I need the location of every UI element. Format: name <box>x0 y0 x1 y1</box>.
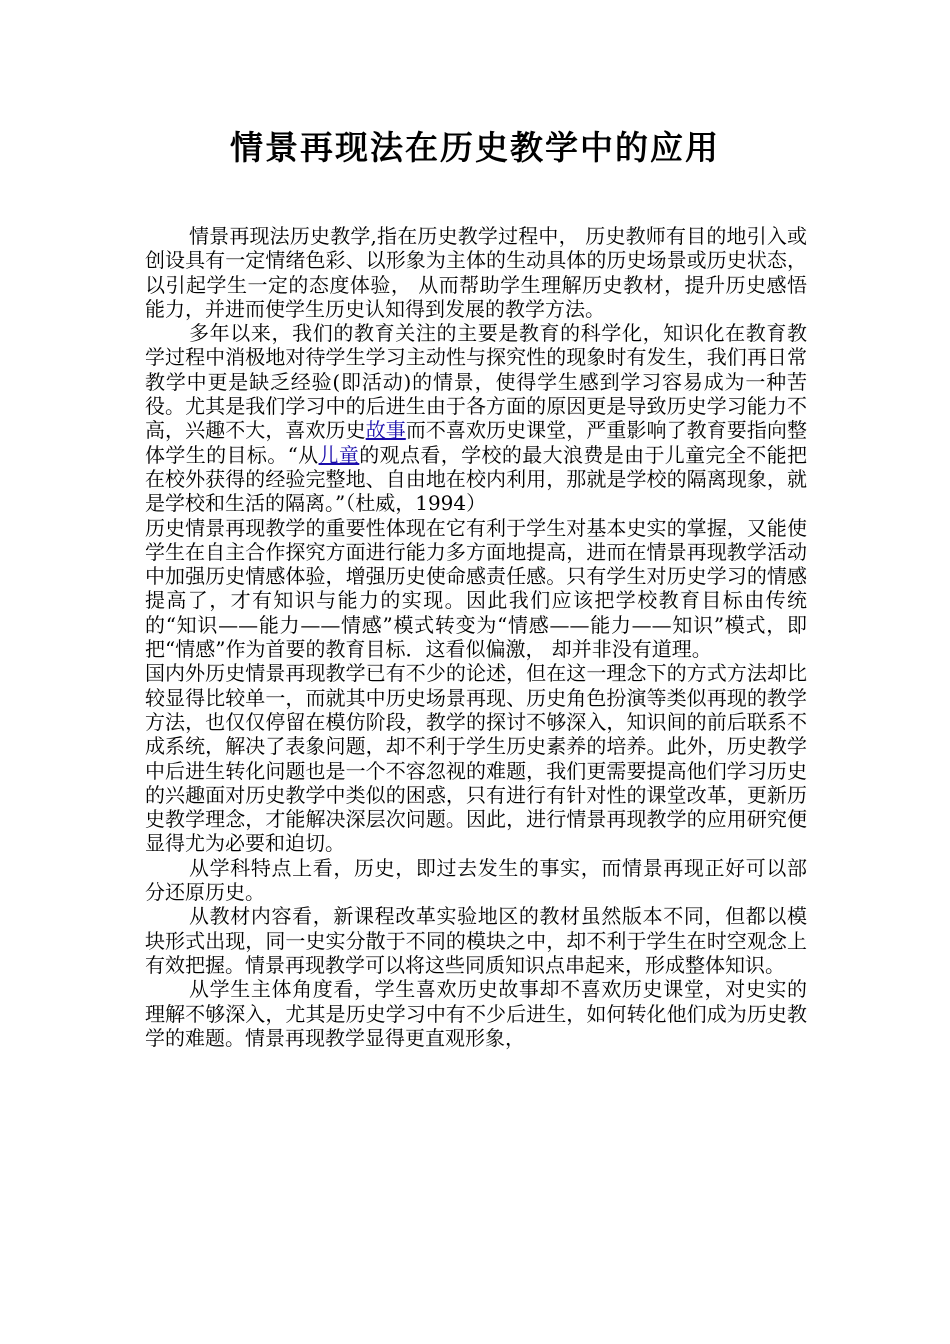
paragraph-background-text-b: 而不喜欢历史课堂，严重影响了教育要指向整体学生的目标。“从 <box>145 418 807 467</box>
paragraph-background-text-c: 的观点看，学校的最大浪费是由于儿童完全不能把在校外获得的经验完整地、自由地在校内利用，那就是学校的隔离现象，就是学校和生活的隔离。”（杜威，1994） <box>145 442 808 516</box>
paragraph-importance: 历史情景再现教学的重要性体现在它有利于学生对基本史实的掌握，又能使学生在自主合作探究方面进行能力多方面地提高，进而在情景再现教学活动中加强历史情感体验，增强历史使命感责任感。只有学生对历史学习的情感提高了，才有知识与能力的实现。因此我们应该把学校教育目标由传统的“知识——能力——情感”模式转变为“情感——能力——知识”模式，即把“情感”作为首要的教育目标．这看似偏激， 却并非没有道理。 <box>145 515 807 662</box>
paragraph-background-text-a: 多年以来，我们的教育关注的主要是教育的科学化，知识化在教育教学过程中消极地对待学生学习主动性与探究性的现象时有发生，我们再日常教学中更是缺乏经验(即活动)的情景，使得学生感到学习容易成为一种苦役。尤其是我们学习中的后进生由于各方面的原因更是导致历史学习能力不高，兴趣不大，喜欢历史 <box>145 321 807 443</box>
paragraph-textbook-view: 从教材内容看，新课程改革实验地区的教材虽然版本不同，但都以模块形式出现，同一史实分散于不同的模块之中，却不利于学生在时空观念上有效把握。情景再现教学可以将这些同质知识点串起来，形成整体知识。 <box>145 904 807 977</box>
document-body <box>145 224 807 1050</box>
paragraph-student-view: 从学生主体角度看，学生喜欢历史故事却不喜欢历史课堂，对史实的理解不够深入，尤其是历史学习中有不少后进生，如何转化他们成为历史教学的难题。情景再现教学显得更直观形象， <box>145 977 807 1050</box>
document-title: 情景再现法在历史教学中的应用 <box>230 128 720 167</box>
paragraph-subject-view: 从学科特点上看，历史，即过去发生的事实，而情景再现正好可以部分还原历史。 <box>145 855 807 905</box>
paragraph-definition: 情景再现法历史教学,指在历史教学过程中， 历史教师有目的地引入或创设具有一定情绪色彩、以形象为主体的生动具体的历史场景或历史状态， 以引起学生一定的态度体验， 从而帮助学生理解历史教材，提升历史感悟能力，并进而使学生历史认知得到发展的教学方法。 <box>145 224 807 321</box>
paragraph-background <box>145 321 807 515</box>
paragraph-research-status: 国内外历史情景再现教学已有不少的论述，但在这一理念下的方式方法却比较显得比较单一，而就其中历史场景再现、历史角色扮演等类似再现的教学方法，也仅仅停留在模仿阶段，教学的探讨不够深入，知识间的前后联系不成系统，解决了表象问题，却不利于学生历史素养的培养。此外，历史教学中后进生转化问题也是一个不容忽视的难题，我们更需要提高他们学习历史的兴趣面对历史教学中类似的困惑，只有进行有针对性的课堂改革，更新历史教学理念，才能解决深层次问题。因此，进行情景再现教学的应用研究便显得尤为必要和迫切。 <box>145 661 807 856</box>
children-link[interactable]: 儿童 <box>318 442 360 467</box>
story-link[interactable]: 故事 <box>365 418 406 443</box>
